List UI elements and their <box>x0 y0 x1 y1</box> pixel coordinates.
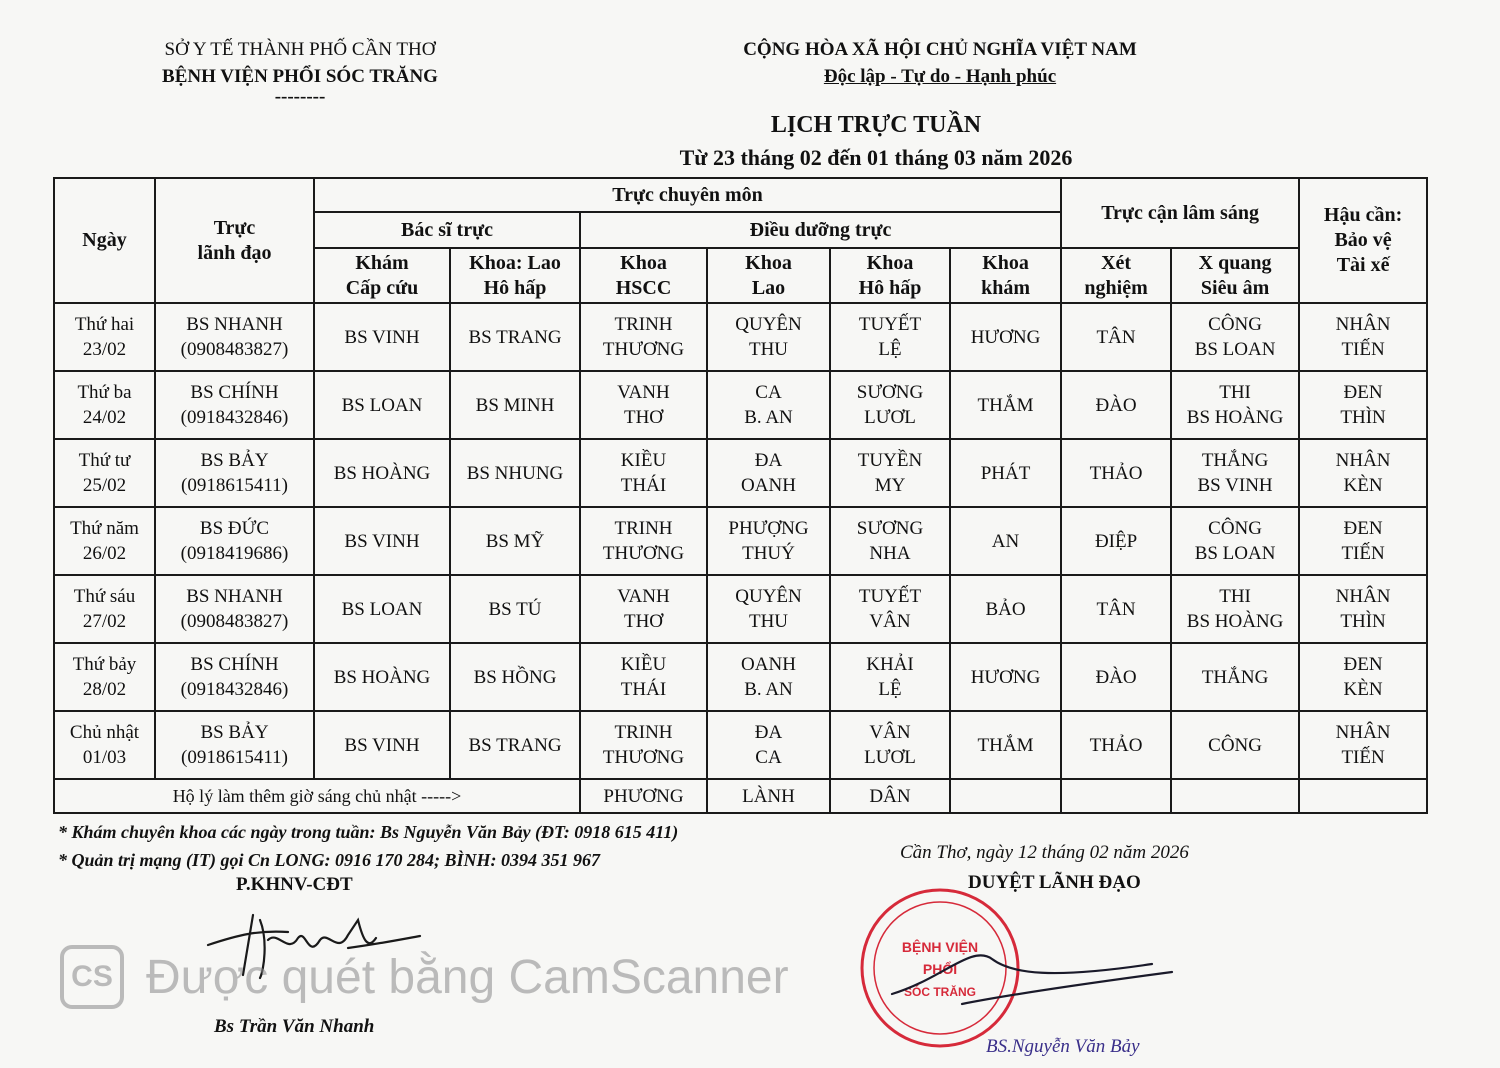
cell-hscc-nurses: VANH THƠ <box>580 371 707 439</box>
cell-day: Thứ năm 26/02 <box>54 507 155 575</box>
cell-lab: TÂN <box>1061 303 1171 371</box>
cell-tb-respiratory-doctor: BS NHUNG <box>450 439 580 507</box>
cell-tb-respiratory-doctor: BS MỸ <box>450 507 580 575</box>
header-specialty: Trực chuyên môn <box>314 178 1061 212</box>
cell-emergency-doctor: BS LOAN <box>314 371 450 439</box>
table-row <box>54 507 1427 575</box>
duty-schedule-table <box>53 177 1428 814</box>
cell-respiratory-nurses: SƯƠNG NHA <box>830 507 950 575</box>
cell-logistics: ĐEN THÌN <box>1299 371 1427 439</box>
cell-lab: ĐÀO <box>1061 371 1171 439</box>
cell-logistics: ĐEN TIẾN <box>1299 507 1427 575</box>
extra-cell-empty <box>1171 779 1299 813</box>
header-day: Ngày <box>54 178 155 303</box>
cell-xray-ultrasound: THI BS HOÀNG <box>1171 371 1299 439</box>
cell-day: Chủ nhật 01/03 <box>54 711 155 779</box>
header-leader: Trực lãnh đạo <box>155 178 314 303</box>
header-col-examination: Khoa khám <box>950 248 1061 303</box>
cell-xray-ultrasound: THI BS HOÀNG <box>1171 575 1299 643</box>
cell-tb-respiratory-doctor: BS TÚ <box>450 575 580 643</box>
header-col-respiratory: Khoa Hô hấp <box>830 248 950 303</box>
svg-text:BỆNH VIỆN: BỆNH VIỆN <box>901 939 979 955</box>
cell-tb-respiratory-doctor: BS MINH <box>450 371 580 439</box>
cell-leader: BS BẢY (0918615411) <box>155 439 314 507</box>
approval-title: DUYỆT LÃNH ĐẠO <box>968 872 1141 893</box>
signer-left-name: Bs Trần Văn Nhanh <box>214 1016 375 1037</box>
footnote-it-support: * Quản trị mạng (IT) gọi Cn LONG: 0916 170 284; BÌNH: 0394 351 967 <box>58 850 601 870</box>
extra-cell-empty <box>950 779 1061 813</box>
cell-xray-ultrasound: THẮNG <box>1171 643 1299 711</box>
cell-tb-nurses: OANH B. AN <box>707 643 830 711</box>
document-date: Cần Thơ, ngày 12 tháng 02 năm 2026 <box>900 842 1189 863</box>
header-col-tb: Khoa Lao <box>707 248 830 303</box>
cell-leader: BS CHÍNH (0918432846) <box>155 371 314 439</box>
cell-emergency-doctor: BS LOAN <box>314 575 450 643</box>
header-col-hscc: Khoa HSCC <box>580 248 707 303</box>
cell-tb-respiratory-doctor: BS HỒNG <box>450 643 580 711</box>
cell-day: Thứ hai 23/02 <box>54 303 155 371</box>
department-signature-title: P.KHNV-CĐT <box>236 874 353 895</box>
header-col-xray: X quang Siêu âm <box>1171 248 1299 303</box>
table-row <box>54 711 1427 779</box>
cell-hscc-nurses: VANH THƠ <box>580 575 707 643</box>
extra-cell-empty <box>1299 779 1427 813</box>
page-title: LỊCH TRỰC TUẦN <box>770 112 982 138</box>
extra-cell-hscc: PHƯƠNG <box>580 779 707 813</box>
table-row <box>54 575 1427 643</box>
cell-lab: ĐÀO <box>1061 643 1171 711</box>
header-separator: -------- <box>274 86 326 107</box>
signer-right-name: BS.Nguyễn Văn Bảy <box>986 1036 1140 1057</box>
cell-emergency-doctor: BS VINH <box>314 303 450 371</box>
cell-examination-nurse: THẮM <box>950 371 1061 439</box>
cell-tb-nurses: ĐA OANH <box>707 439 830 507</box>
header-nurses: Điều dưỡng trực <box>580 212 1061 248</box>
country-name: CỘNG HÒA XÃ HỘI CHỦ NGHĨA VIỆT NAM <box>743 39 1137 60</box>
table-row <box>54 643 1427 711</box>
table-row <box>54 439 1427 507</box>
page-subtitle: Từ 23 tháng 02 đến 01 tháng 03 năm 2026 <box>679 145 1073 170</box>
cell-emergency-doctor: BS VINH <box>314 711 450 779</box>
cell-respiratory-nurses: TUYỀN MY <box>830 439 950 507</box>
cell-hscc-nurses: TRINH THƯƠNG <box>580 711 707 779</box>
cell-tb-nurses: QUYÊN THU <box>707 575 830 643</box>
header-right <box>700 36 1180 90</box>
cell-xray-ultrasound: CÔNG BS LOAN <box>1171 303 1299 371</box>
cell-respiratory-nurses: TUYẾT LỆ <box>830 303 950 371</box>
extra-row-sunday-caretakers <box>54 779 1427 813</box>
cell-day: Thứ bảy 28/02 <box>54 643 155 711</box>
camscanner-logo-icon: CS <box>60 945 124 1009</box>
header-logistics: Hậu cần: Bảo vệ Tài xế <box>1299 178 1427 303</box>
official-stamp <box>852 884 1192 1054</box>
table-row <box>54 303 1427 371</box>
header-left <box>120 36 480 107</box>
cell-hscc-nurses: TRINH THƯƠNG <box>580 303 707 371</box>
cell-examination-nurse: AN <box>950 507 1061 575</box>
extra-cell-tb: LÀNH <box>707 779 830 813</box>
cell-hscc-nurses: KIỀU THÁI <box>580 439 707 507</box>
cell-leader: BS BẢY (0918615411) <box>155 711 314 779</box>
cell-lab: THẢO <box>1061 711 1171 779</box>
cell-logistics: NHÂN TIẾN <box>1299 711 1427 779</box>
cell-tb-respiratory-doctor: BS TRANG <box>450 711 580 779</box>
table-row <box>54 371 1427 439</box>
header-col-emergency: Khám Cấp cứu <box>314 248 450 303</box>
cell-leader: BS ĐỨC (0918419686) <box>155 507 314 575</box>
cell-lab: ĐIỆP <box>1061 507 1171 575</box>
cell-examination-nurse: HƯƠNG <box>950 303 1061 371</box>
national-motto: Độc lập - Tự do - Hạnh phúc <box>823 66 1057 87</box>
cell-xray-ultrasound: CÔNG <box>1171 711 1299 779</box>
cell-leader: BS NHANH (0908483827) <box>155 575 314 643</box>
header-col-lab: Xét nghiệm <box>1061 248 1171 303</box>
svg-text:PHỔI: PHỔI <box>922 961 958 977</box>
header-col-tb-respiratory: Khoa: Lao Hô hấp <box>450 248 580 303</box>
cell-day: Thứ ba 24/02 <box>54 371 155 439</box>
cell-day: Thứ tư 25/02 <box>54 439 155 507</box>
cell-logistics: ĐEN KÈN <box>1299 643 1427 711</box>
cell-emergency-doctor: BS HOÀNG <box>314 439 450 507</box>
extra-cell-respiratory: DÂN <box>830 779 950 813</box>
svg-text:SÓC TRĂNG: SÓC TRĂNG <box>904 985 976 999</box>
department-name: SỞ Y TẾ THÀNH PHỐ CẦN THƠ <box>164 39 436 60</box>
cell-tb-nurses: QUYÊN THU <box>707 303 830 371</box>
header-paraclinical: Trực cận lâm sáng <box>1061 178 1299 248</box>
cell-respiratory-nurses: KHẢI LỆ <box>830 643 950 711</box>
cell-examination-nurse: THẮM <box>950 711 1061 779</box>
cell-lab: TÂN <box>1061 575 1171 643</box>
cell-emergency-doctor: BS HOÀNG <box>314 643 450 711</box>
cell-lab: THẢO <box>1061 439 1171 507</box>
cell-hscc-nurses: KIỀU THÁI <box>580 643 707 711</box>
hospital-name: BỆNH VIỆN PHỔI SÓC TRĂNG <box>162 66 438 87</box>
cell-logistics: NHÂN THÌN <box>1299 575 1427 643</box>
cell-examination-nurse: BẢO <box>950 575 1061 643</box>
extra-row-label: Hộ lý làm thêm giờ sáng chủ nhật -----> <box>54 779 580 813</box>
footer-notes <box>58 818 678 874</box>
cell-day: Thứ sáu 27/02 <box>54 575 155 643</box>
cell-tb-nurses: CA B. AN <box>707 371 830 439</box>
extra-cell-empty <box>1061 779 1171 813</box>
cell-examination-nurse: PHÁT <box>950 439 1061 507</box>
watermark-text: Được quét bằng CamScanner <box>146 950 789 1004</box>
cell-tb-nurses: ĐA CA <box>707 711 830 779</box>
cell-respiratory-nurses: SƯƠNG LƯƠL <box>830 371 950 439</box>
cell-respiratory-nurses: VÂN LƯƠL <box>830 711 950 779</box>
cell-logistics: NHÂN KÈN <box>1299 439 1427 507</box>
cell-leader: BS NHANH (0908483827) <box>155 303 314 371</box>
cell-xray-ultrasound: CÔNG BS LOAN <box>1171 507 1299 575</box>
cell-hscc-nurses: TRINH THƯƠNG <box>580 507 707 575</box>
cell-respiratory-nurses: TUYẾT VÂN <box>830 575 950 643</box>
cell-emergency-doctor: BS VINH <box>314 507 450 575</box>
header-doctors: Bác sĩ trực <box>314 212 580 248</box>
footnote-specialist: * Khám chuyên khoa các ngày trong tuần: Bs Nguyễn Văn Bảy (ĐT: 0918 615 411) <box>58 822 679 842</box>
camscanner-watermark <box>60 945 789 1009</box>
cell-xray-ultrasound: THẮNG BS VINH <box>1171 439 1299 507</box>
cell-logistics: NHÂN TIẾN <box>1299 303 1427 371</box>
cell-leader: BS CHÍNH (0918432846) <box>155 643 314 711</box>
cell-tb-nurses: PHƯỢNG THUÝ <box>707 507 830 575</box>
cell-tb-respiratory-doctor: BS TRANG <box>450 303 580 371</box>
cell-examination-nurse: HƯƠNG <box>950 643 1061 711</box>
